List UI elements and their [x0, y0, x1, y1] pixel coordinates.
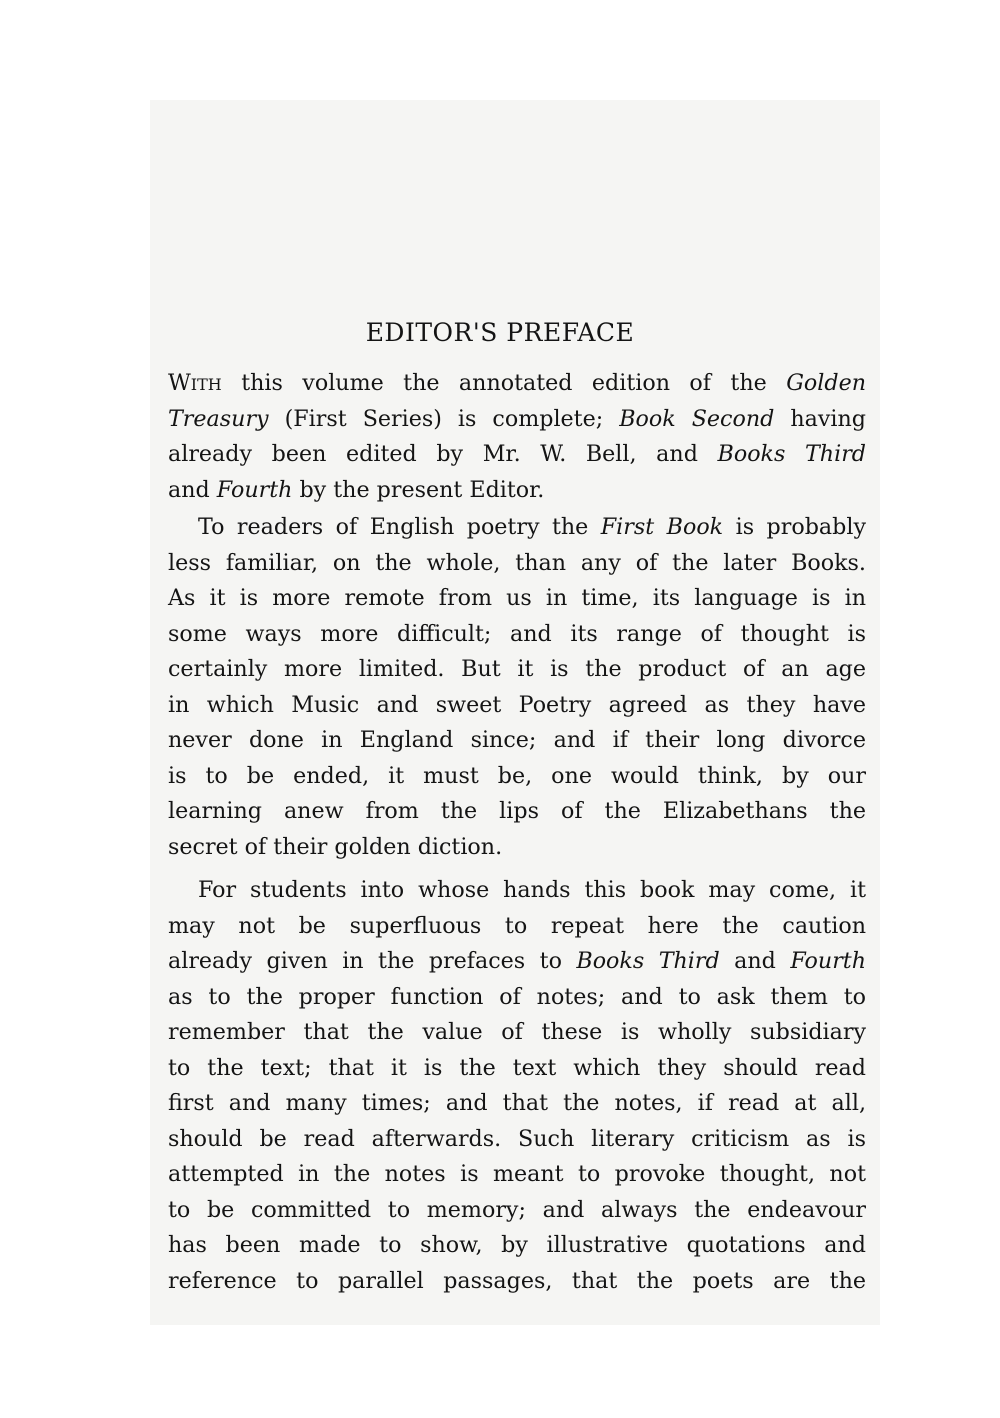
paragraph-3 — [168, 873, 866, 1299]
text-line: some ways more difficult; and its range of thought is — [168, 620, 866, 647]
text-line: already been edited by Mr. W. Bell, and Books Third — [168, 441, 867, 467]
text-line: certainly more limited. But it is the product of an age — [168, 656, 866, 682]
paragraph-2 — [168, 510, 866, 865]
text-line: With this volume the annotated edition of the Golden — [168, 370, 866, 396]
text-line: has been made to show, by illustrative quotations and — [168, 1232, 866, 1258]
text-line: less familiar, on the whole, than any of the later Books. — [168, 549, 866, 576]
text-line: and Fourth by the present Editor. — [168, 476, 545, 503]
text-line: For students into whose hands this book may come, it — [198, 877, 866, 903]
text-line: first and many times; and that the notes, if read at all, — [168, 1090, 866, 1116]
text-line: As it is more remote from us in time, its language is in — [168, 585, 866, 611]
text-line: remember that the value of these is wholly subsidiary — [168, 1019, 866, 1045]
text-line: secret of their golden diction. — [168, 833, 503, 860]
text-line: never done in England since; and if their long divorce — [168, 727, 866, 753]
text-line: to the text; that it is the text which they should read — [168, 1054, 866, 1081]
text-line: reference to parallel passages, that the poets are the — [168, 1267, 866, 1294]
text-line: to be committed to memory; and always the endeavour — [168, 1196, 866, 1223]
text-line: should be read afterwards. Such literary criticism as is — [168, 1125, 866, 1152]
text-line: already given in the prefaces to Books Third and Fourth — [168, 948, 866, 974]
text-line: as to the proper function of notes; and to ask them to — [168, 983, 866, 1010]
text-line: learning anew from the lips of the Elizabethans the — [168, 798, 866, 824]
page-title: EDITOR'S PREFACE — [365, 318, 635, 347]
text-line: may not be superfluous to repeat here the caution — [168, 912, 866, 939]
text-line: To readers of English poetry the First Book is probably — [198, 514, 866, 540]
text-line: is to be ended, it must be, one would think, by our — [168, 762, 866, 789]
paragraph-1 — [168, 366, 866, 508]
text-line: Treasury (First Series) is complete; Book Second having — [168, 405, 866, 432]
text-line: attempted in the notes is meant to provoke thought, not — [168, 1161, 866, 1187]
text-line: in which Music and sweet Poetry agreed as they have — [168, 691, 866, 718]
